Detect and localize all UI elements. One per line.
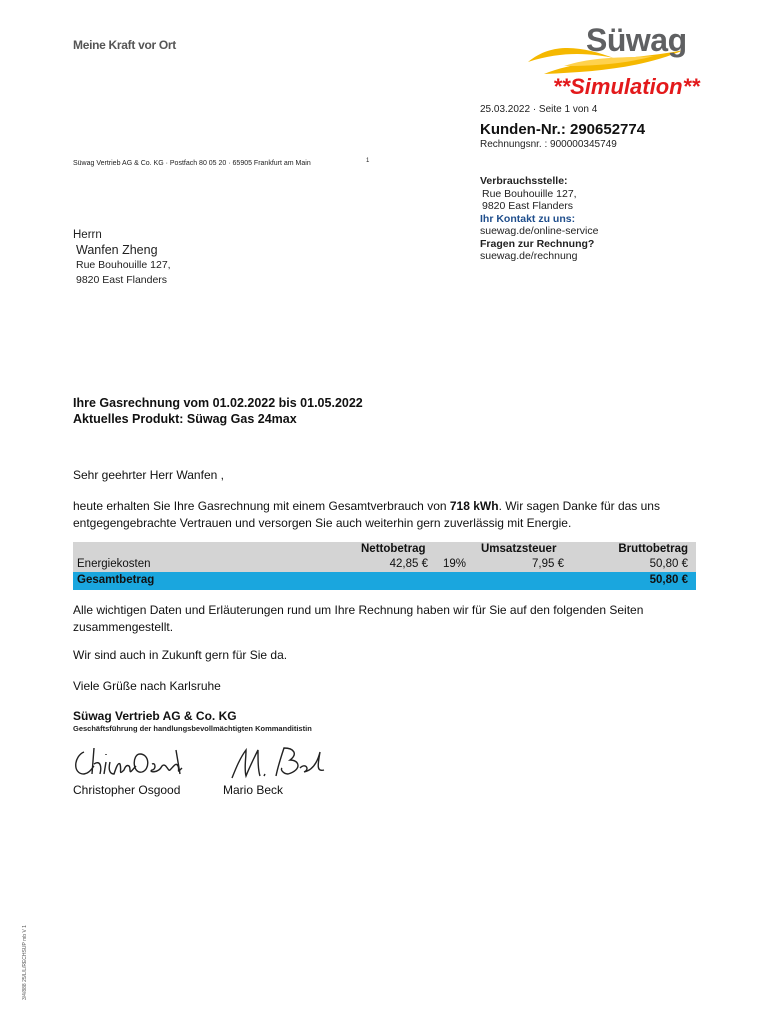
- recipient-salutation: Herrn: [73, 229, 102, 241]
- signer-name-2: Mario Beck: [223, 783, 284, 797]
- info-paragraph: Alle wichtigen Daten und Erläuterungen rund um Ihre Rechnung haben wir für Sie auf den folgenden Seiten zusammengestellt.: [73, 603, 644, 634]
- greeting: Sehr geehrter Herr Wanfen ,: [73, 468, 224, 482]
- recipient-city: 9820 East Flanders: [76, 274, 168, 286]
- closing-regards: Viele Grüße nach Karlsruhe: [73, 679, 221, 693]
- table-row: [73, 557, 696, 572]
- consumption-site-city: 9820 East Flanders: [482, 200, 574, 212]
- invoice-number: Rechnungsnr. : 900000345749: [480, 139, 617, 150]
- body-part2: . Wir sagen Danke für das uns entgegengebrachte Vertrauen und versorgen Sie auch weiterhin gern zuverlässig mit Energie.: [73, 499, 660, 530]
- header-vat: Umsatzsteuer: [481, 543, 557, 555]
- subject-period: Ihre Gasrechnung vom 01.02.2022 bis 01.05.2022: [73, 396, 363, 410]
- questions-link[interactable]: suewag.de/rechnung: [480, 250, 578, 262]
- subject: [73, 395, 363, 427]
- signature-osgood: [70, 740, 190, 785]
- amount-table-header: [73, 542, 696, 557]
- document-code: 3/4/888 25/L/L/RECHSUP mb V 1: [22, 925, 28, 1000]
- sender-return-address: Süwag Vertrieb AG & Co. KG · Postfach 80 05 20 · 65905 Frankfurt am Main: [73, 160, 311, 167]
- info-block: [480, 175, 598, 263]
- management-note: Geschäftsführung der handlungsbevollmächtigten Kommanditistin: [73, 724, 312, 733]
- body-consumption: 718 kWh: [449, 499, 499, 513]
- suewag-logo: [524, 22, 704, 80]
- amount-table: [73, 542, 696, 590]
- row-net: 42,85 €: [389, 558, 428, 570]
- total-row: [73, 572, 696, 590]
- row-gross: 50,80 €: [649, 558, 688, 570]
- header-gross: Bruttobetrag: [618, 543, 688, 555]
- total-gross: 50,80 €: [649, 574, 688, 586]
- brand-tagline: Meine Kraft vor Ort: [73, 38, 176, 52]
- recipient-street: Rue Bouhouille 127,: [76, 259, 171, 271]
- future-paragraph: Wir sind auch in Zukunft gern für Sie da.: [73, 648, 288, 662]
- customer-number: Kunden-Nr.: 290652774: [480, 121, 646, 138]
- contact-label: Ihr Kontakt zu uns:: [480, 212, 576, 225]
- signature-beck: [222, 740, 332, 785]
- questions-label: Fragen zur Rechnung?: [480, 237, 595, 250]
- subject-product: Aktuelles Produkt: Süwag Gas 24max: [73, 412, 297, 426]
- total-label: Gesamtbetrag: [77, 574, 155, 586]
- simulation-watermark: **Simulation**: [553, 74, 700, 99]
- consumption-site-label: Verbrauchsstelle:: [480, 175, 568, 187]
- sender-mark: 1: [366, 158, 370, 164]
- body-paragraph: [73, 498, 703, 532]
- row-label: Energiekosten: [77, 558, 151, 570]
- recipient-name: Wanfen Zheng: [76, 243, 158, 257]
- logo-text: Süwag: [586, 22, 687, 58]
- company-name: Süwag Vertrieb AG & Co. KG: [73, 709, 237, 723]
- row-vat-rate: 19%: [443, 558, 467, 570]
- consumption-site-street: Rue Bouhouille 127,: [482, 187, 577, 200]
- body-part1: heute erhalten Sie Ihre Gasrechnung mit einem Gesamtverbrauch von: [73, 499, 450, 513]
- signer-name-1: Christopher Osgood: [73, 783, 181, 797]
- row-vat: 7,95 €: [532, 558, 564, 570]
- contact-link[interactable]: suewag.de/online-service: [480, 225, 599, 237]
- recipient-address: [73, 228, 171, 288]
- header-net: Nettobetrag: [361, 543, 426, 555]
- date-page-info: 25.03.2022 · Seite 1 von 4: [480, 104, 598, 115]
